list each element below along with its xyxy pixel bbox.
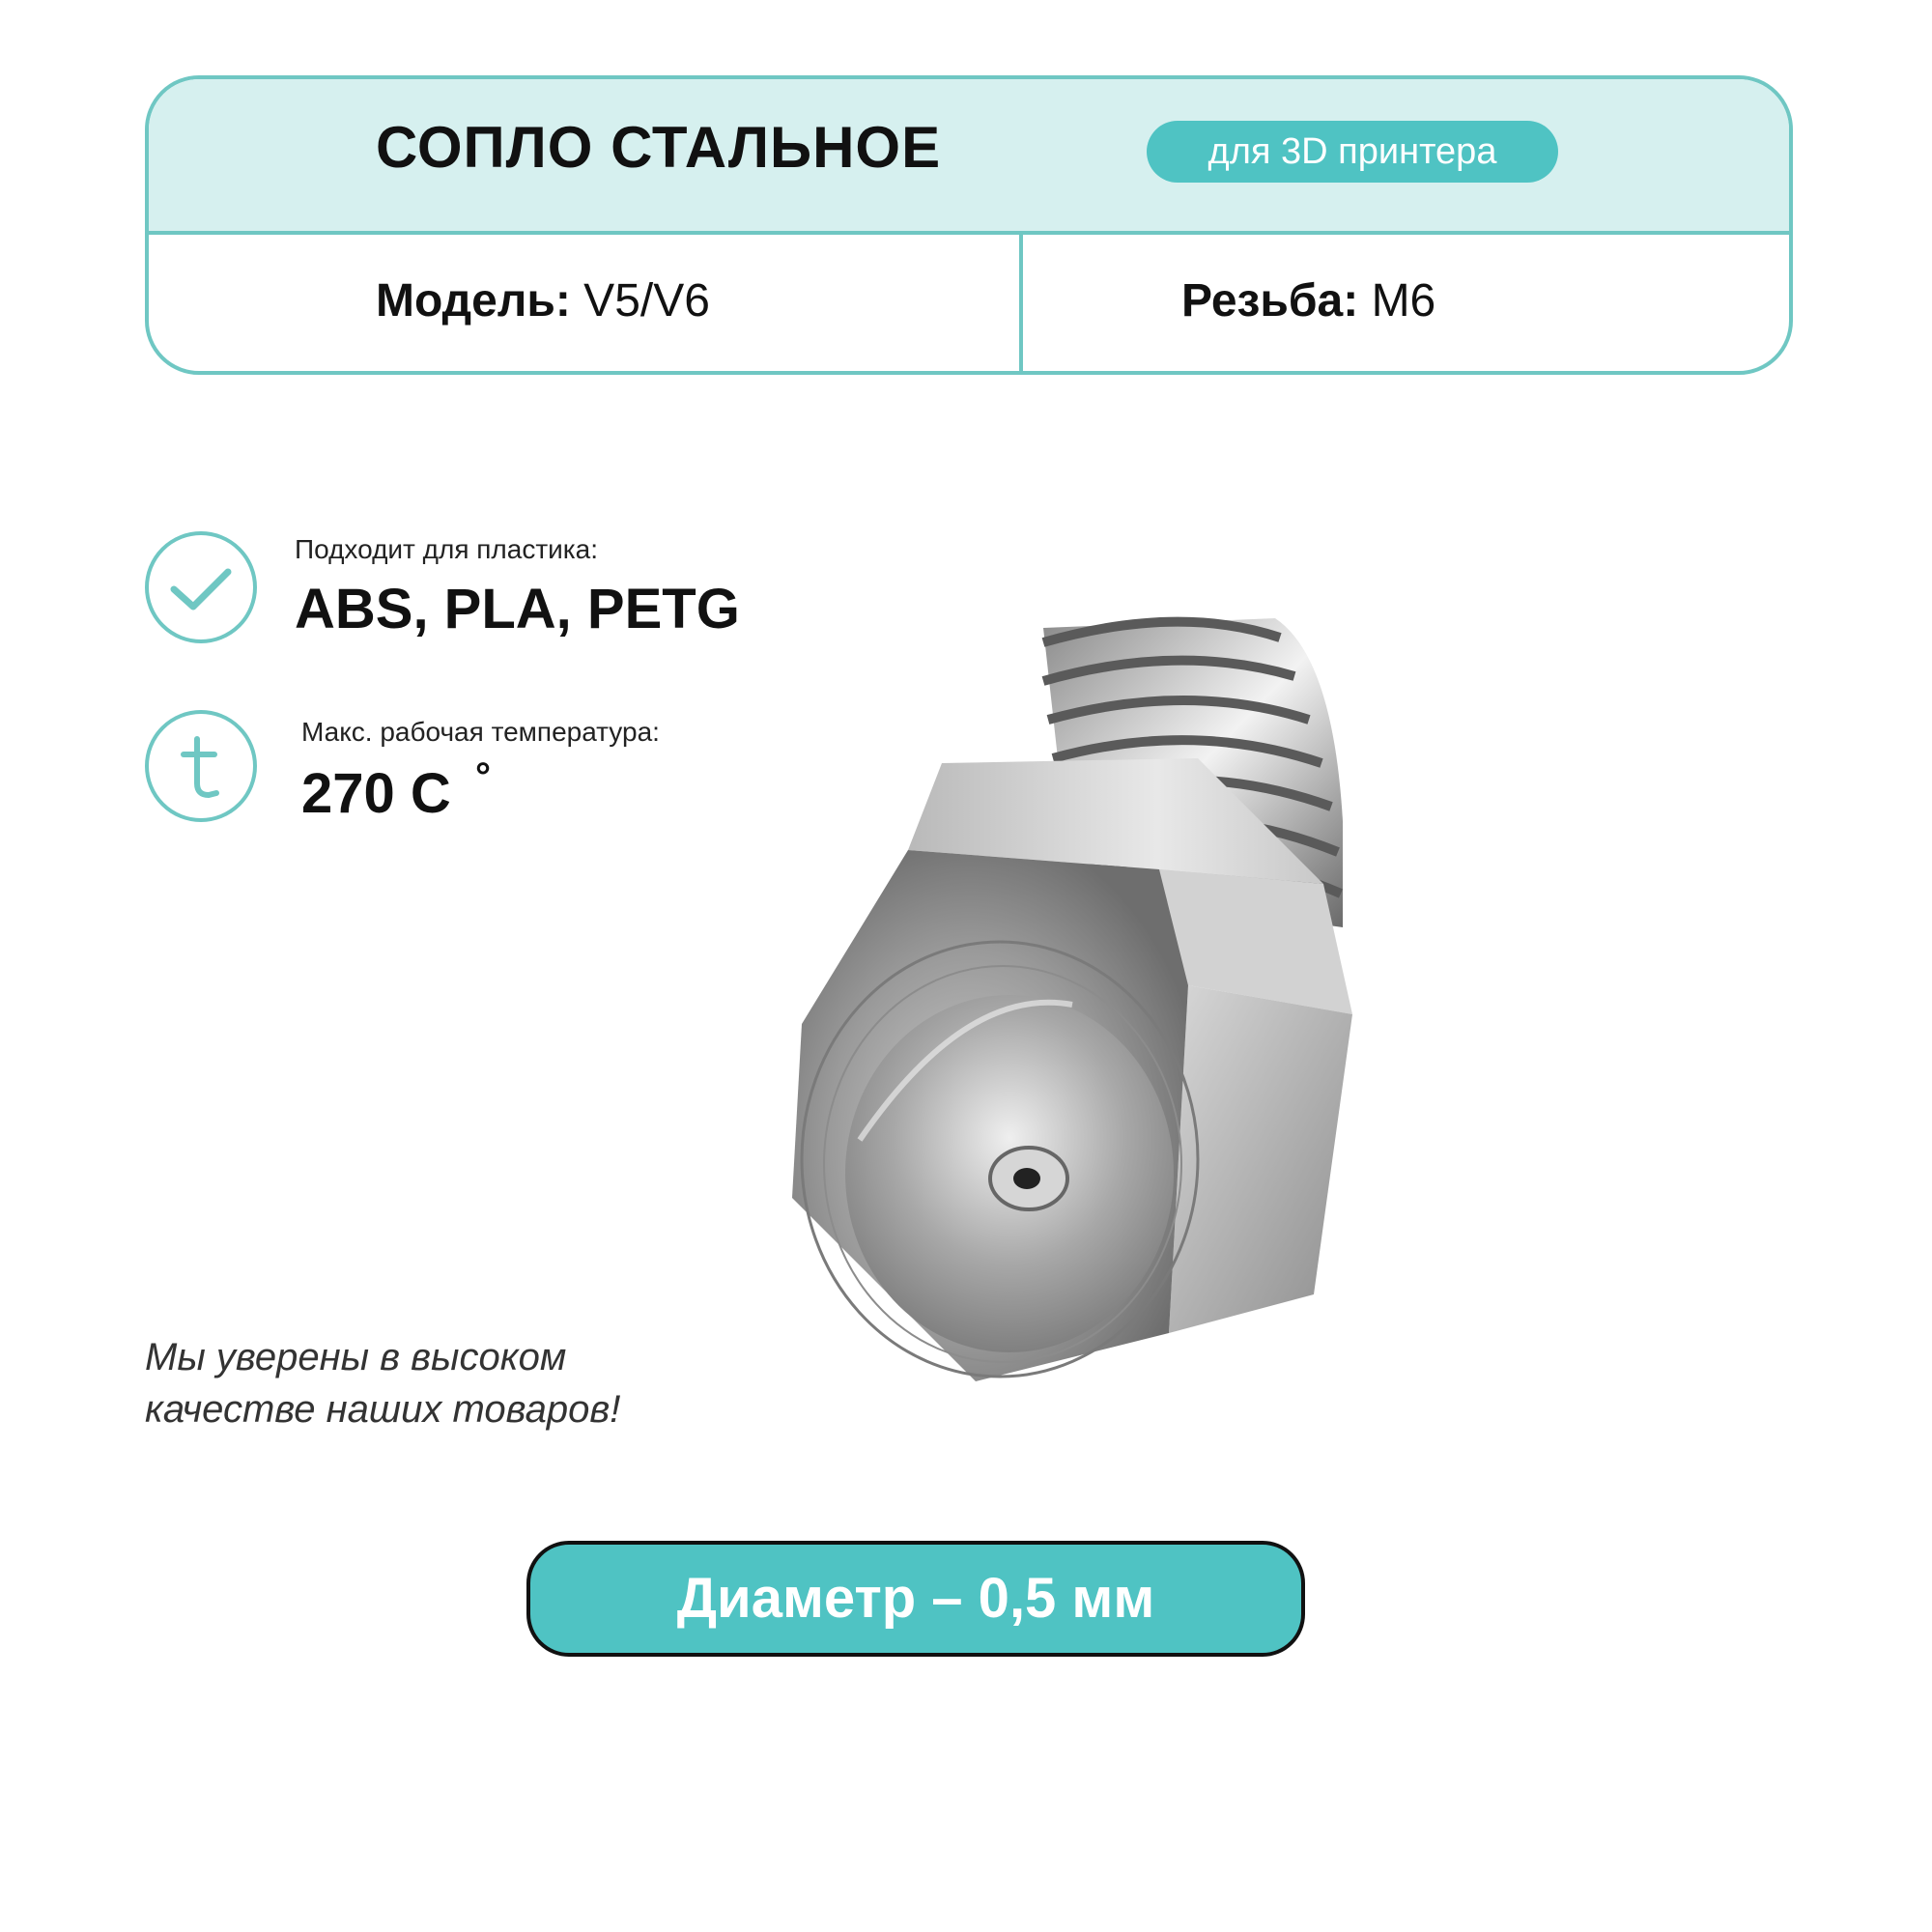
nozzle-image bbox=[753, 599, 1526, 1391]
card-divider bbox=[1019, 231, 1023, 371]
quote-line-1: Мы уверены в высоком bbox=[145, 1336, 567, 1378]
diameter-button[interactable]: Диаметр – 0,5 мм bbox=[526, 1541, 1305, 1657]
model-spec bbox=[376, 274, 710, 327]
card-header bbox=[149, 79, 1789, 235]
thread-value: M6 bbox=[1371, 275, 1436, 327]
spec-card bbox=[145, 75, 1793, 375]
temp-value: 270 C bbox=[301, 762, 451, 825]
temperature-t-icon bbox=[145, 710, 257, 822]
thread-label: Резьба: bbox=[1181, 275, 1359, 327]
plastic-value: ABS, PLA, PETG bbox=[295, 578, 740, 640]
model-value: V5/V6 bbox=[583, 275, 710, 327]
degree-sign: ° bbox=[475, 755, 491, 798]
temp-caption: Макс. рабочая температура: bbox=[301, 717, 660, 747]
model-label: Модель: bbox=[376, 275, 571, 327]
checkmark-icon bbox=[145, 531, 257, 643]
quality-quote bbox=[145, 1331, 744, 1435]
thread-spec bbox=[1181, 274, 1435, 327]
plastic-caption: Подходит для пластика: bbox=[295, 534, 599, 564]
printer-tag: для 3D принтера bbox=[1147, 121, 1558, 183]
product-title: СОПЛО СТАЛЬНОЕ bbox=[376, 115, 942, 180]
quote-line-2: качестве наших товаров! bbox=[145, 1388, 621, 1431]
